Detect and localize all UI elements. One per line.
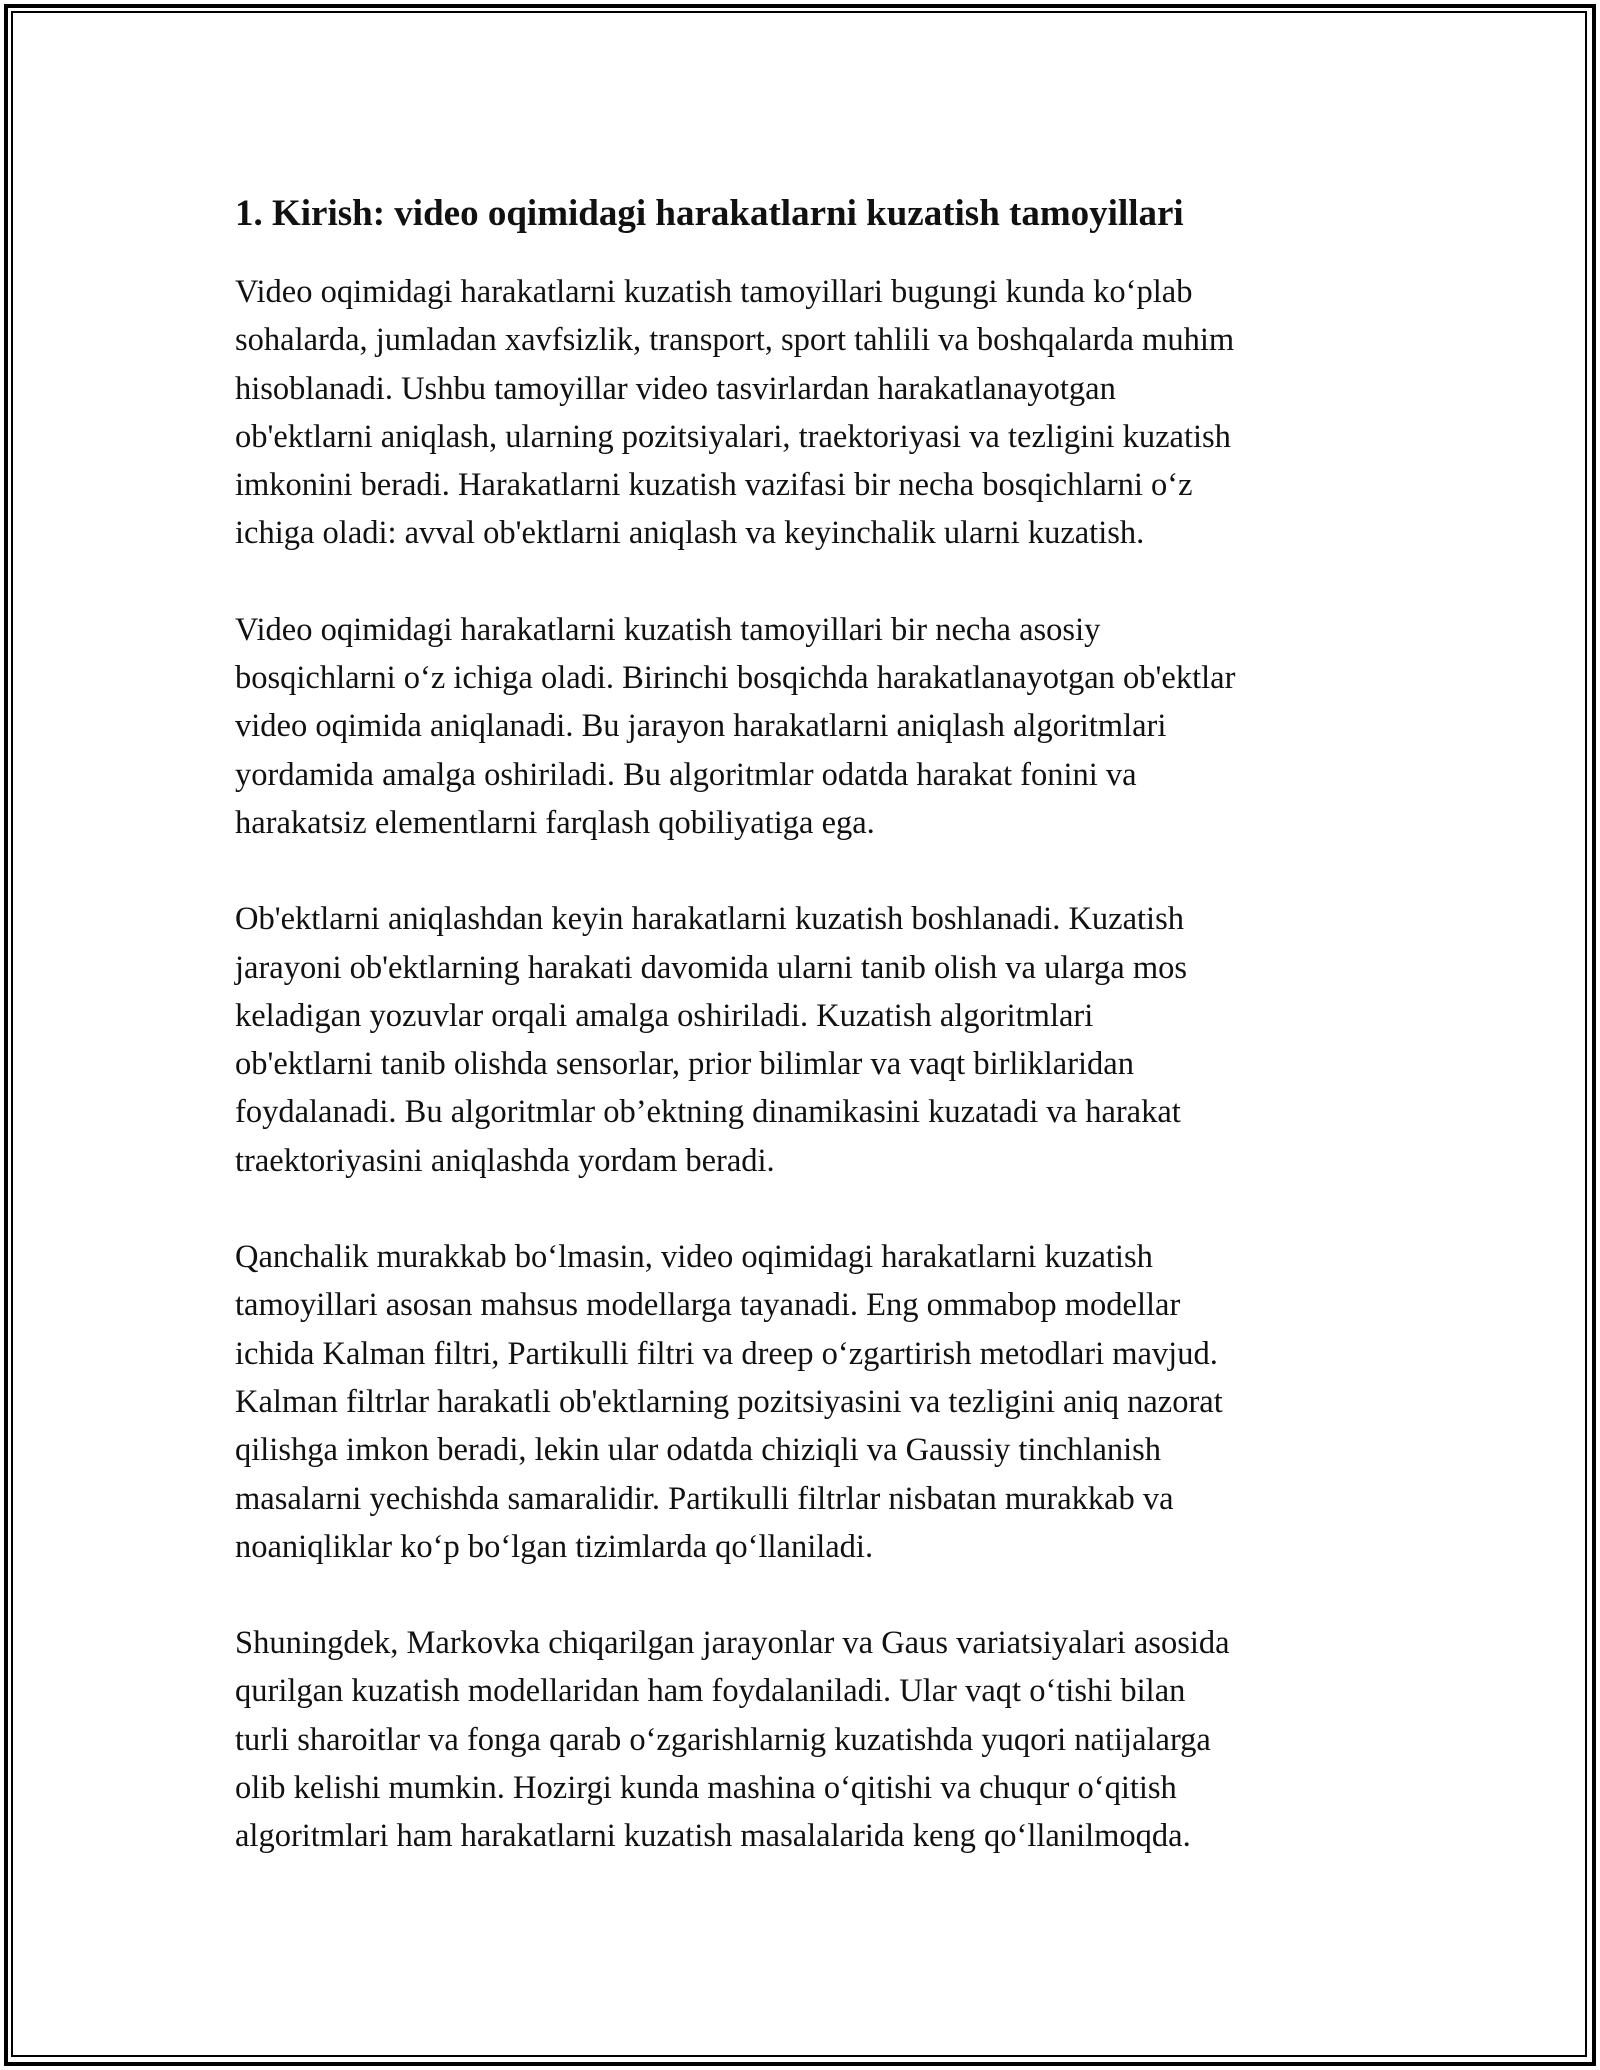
section-heading: 1. Kirish: video oqimidagi harakatlarni kuzatish tamoyillari: [235, 193, 1184, 234]
paragraph-line: ob'ektlarni aniqlash, ularning pozitsiyalari, traektoriyasi va tezligini kuzatish: [235, 418, 1231, 455]
paragraph-line: masalarni yechishda samaralidir. Partikulli filtrlar nisbatan murakkab va: [235, 1480, 1174, 1517]
paragraph-4: [235, 1233, 1370, 1571]
paragraph-line: traektoriyasini aniqlashda yordam beradi.: [235, 1142, 775, 1179]
paragraph-line: jarayoni ob'ektlarning harakati davomida ularni tanib olish va ularga mos: [235, 949, 1188, 986]
paragraph-line: ichida Kalman filtri, Partikulli filtri va dreep o‘zgartirish metodlari mavjud.: [235, 1335, 1218, 1372]
document-body: [235, 182, 1370, 1909]
paragraph-line: qurilgan kuzatish modellaridan ham foydalaniladi. Ular vaqt o‘tishi bilan: [235, 1673, 1186, 1710]
paragraph-line: olib kelishi mumkin. Hozirgi kunda mashina o‘qitishi va chuqur o‘qitish: [235, 1770, 1177, 1807]
paragraph-line: Qanchalik murakkab bo‘lmasin, video oqimidagi harakatlarni kuzatish: [235, 1239, 1153, 1276]
paragraph-line: ichiga oladi: avval ob'ektlarni aniqlash va keyinchalik ularni kuzatish.: [235, 515, 1145, 552]
paragraph-line: qilishga imkon beradi, lekin ular odatda chiziqli va Gaussiy tinchlanish: [235, 1432, 1162, 1469]
paragraph-line: Shuningdek, Markovka chiqarilgan jarayonlar va Gaus variatsiyalari asosida: [235, 1625, 1230, 1662]
paragraph-2: [235, 606, 1370, 847]
paragraph-line: foydalanadi. Bu algoritmlar ob’ektning dinamikasini kuzatadi va harakat: [235, 1094, 1181, 1131]
paragraph-line: noaniqliklar ko‘p bo‘lgan tizimlarda qo‘llaniladi.: [235, 1528, 874, 1565]
paragraph-line: sohalarda, jumladan xavfsizlik, transport, sport tahlili va boshqalarda muhim: [235, 322, 1235, 359]
paragraph-line: bosqichlarni o‘z ichiga oladi. Birinchi bosqichda harakatlanayotgan ob'ektlar: [235, 660, 1236, 697]
paragraph-line: tamoyillari asosan mahsus modellarga tayanadi. Eng ommabop modellar: [235, 1287, 1181, 1324]
paragraph-line: algoritmlari ham harakatlarni kuzatish masalalarida keng qo‘llanilmoqda.: [235, 1818, 1191, 1855]
paragraph-line: yordamida amalga oshiriladi. Bu algoritmlar odatda harakat fonini va: [235, 756, 1137, 793]
paragraph-line: Video oqimidagi harakatlarni kuzatish tamoyillari bir necha asosiy: [235, 611, 1101, 648]
paragraph-line: turli sharoitlar va fonga qarab o‘zgarishlarnig kuzatishda yuqori natijalarga: [235, 1721, 1211, 1758]
paragraph-line: imkonini beradi. Harakatlarni kuzatish vazifasi bir necha bosqichlarni o‘z: [235, 467, 1193, 504]
paragraph-line: Video oqimidagi harakatlarni kuzatish tamoyillari bugungi kunda ko‘plab: [235, 274, 1193, 310]
paragraph-line: harakatsiz elementlarni farqlash qobiliyatiga ega.: [235, 804, 875, 841]
paragraph-line: keladigan yozuvlar orqali amalga oshiriladi. Kuzatish algoritmlari: [235, 997, 1094, 1034]
paragraph-5: [235, 1619, 1370, 1860]
paragraph-line: hisoblanadi. Ushbu tamoyillar video tasvirlardan harakatlanayotgan: [235, 370, 1116, 407]
paragraph-line: video oqimida aniqlanadi. Bu jarayon harakatlarni aniqlash algoritmlari: [235, 708, 1167, 745]
paragraph-1: [235, 268, 1370, 558]
paragraph-line: Ob'ektlarni aniqlashdan keyin harakatlarni kuzatish boshlanadi. Kuzatish: [235, 901, 1184, 938]
paragraph-line: Kalman filtrlar harakatli ob'ektlarning pozitsiyasini va tezligini aniq nazorat: [235, 1383, 1223, 1420]
paragraph-3: [235, 895, 1370, 1185]
paragraph-line: ob'ektlarni tanib olishda sensorlar, prior bilimlar va vaqt birliklaridan: [235, 1046, 1134, 1083]
